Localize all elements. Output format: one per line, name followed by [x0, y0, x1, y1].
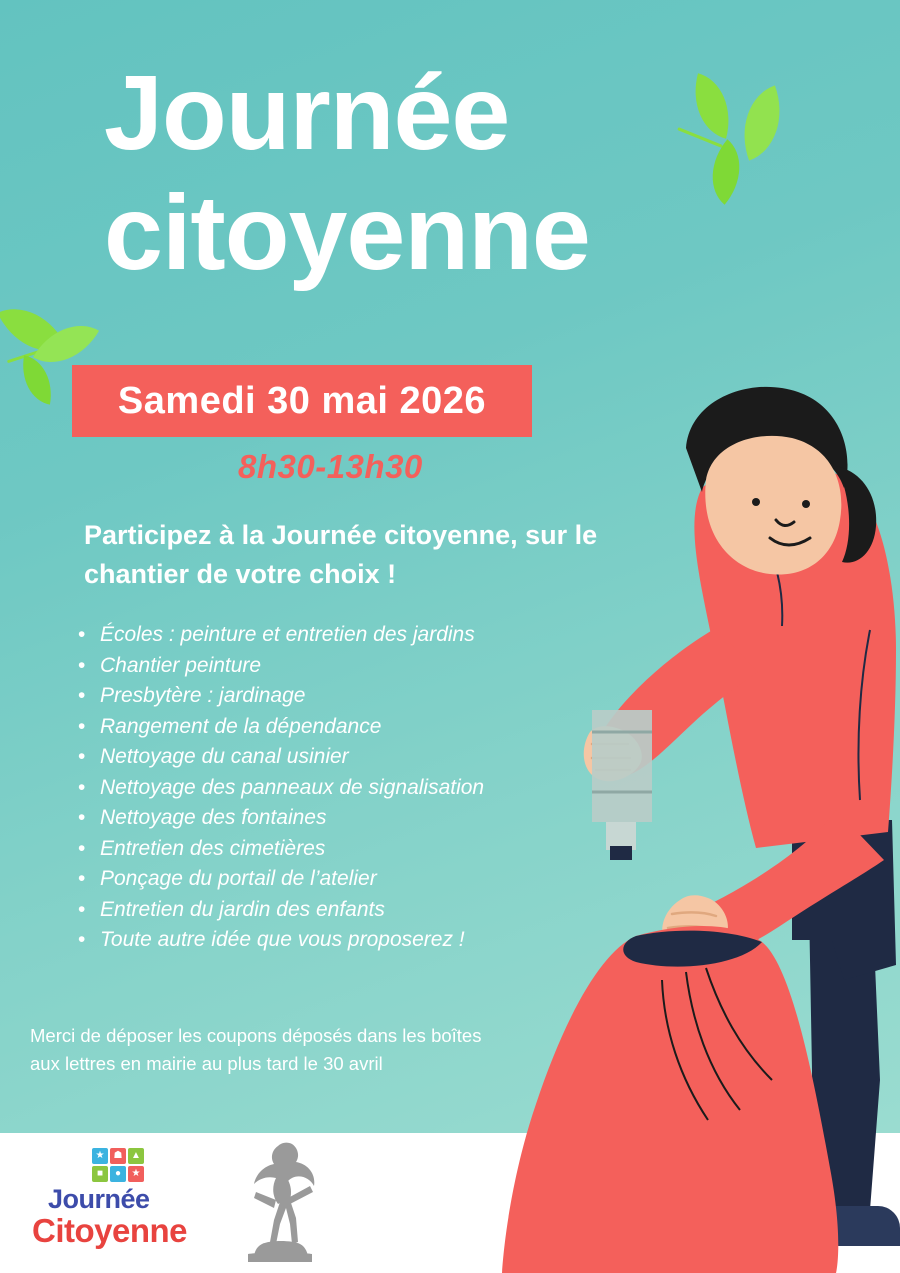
list-item: • Presbytère : jardinage — [100, 681, 620, 712]
list-item: • Rangement de la dépendance — [100, 712, 620, 743]
list-item: • Chantier peinture — [100, 651, 620, 682]
logo-square-icon: ▲ — [128, 1148, 144, 1164]
list-item: • Écoles : peinture et entretien des jardins — [100, 620, 620, 651]
task-list — [72, 620, 620, 956]
footer-note: Merci de déposer les coupons déposés dans les boîtes aux lettres en mairie au plus tard le 30 avril — [30, 1025, 482, 1074]
logo-square-icon: ★ — [128, 1166, 144, 1182]
event-hours: 8h30-13h30 — [238, 448, 423, 485]
logo-word-journee: Journée — [48, 1184, 150, 1214]
title-line-1: Journée — [104, 54, 510, 172]
logo-square-icon: ● — [110, 1166, 126, 1182]
page-title — [104, 54, 724, 292]
event-date: Samedi 30 mai 2026 — [117, 380, 487, 422]
journee-citoyenne-logo — [24, 1148, 214, 1256]
title-line-2: citoyenne — [104, 173, 590, 292]
town-crest-icon — [232, 1140, 328, 1264]
event-subtitle: Participez à la Journée citoyenne, sur le chantier de votre choix ! — [84, 520, 598, 590]
list-item: • Nettoyage des fontaines — [100, 803, 620, 834]
list-item: • Entretien du jardin des enfants — [100, 895, 620, 926]
list-item: • Nettoyage du canal usinier — [100, 742, 620, 773]
list-item: • Toute autre idée que vous proposerez ! — [100, 925, 620, 956]
logo-squares-icon — [92, 1148, 144, 1182]
logo-square-icon: ■ — [92, 1166, 108, 1182]
logo-square-icon: ☗ — [110, 1148, 126, 1164]
list-item: • Entretien des cimetières — [100, 834, 620, 865]
logo-word-citoyenne: Citoyenne — [32, 1212, 188, 1249]
logo-square-icon: ★ — [92, 1148, 108, 1164]
list-item: • Ponçage du portail de l’atelier — [100, 864, 620, 895]
event-date-banner — [72, 365, 532, 437]
list-item: • Nettoyage des panneaux de signalisation — [100, 773, 620, 804]
